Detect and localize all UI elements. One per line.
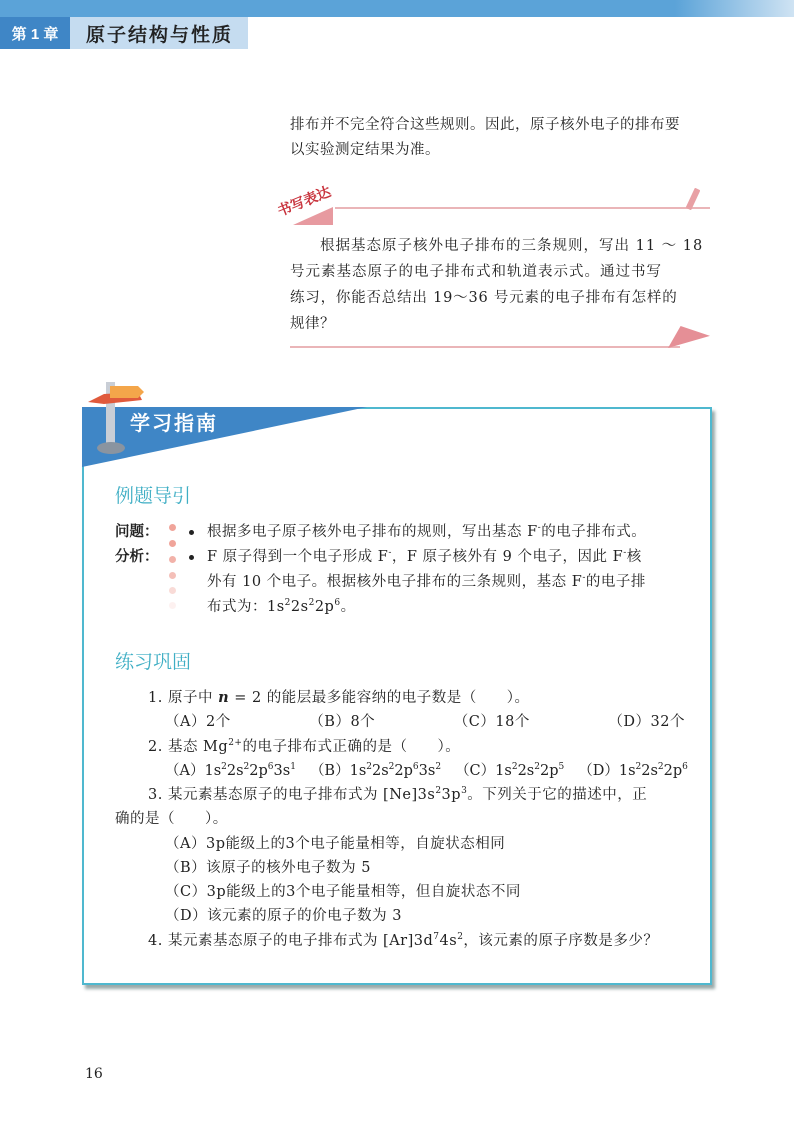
divider	[290, 346, 680, 348]
text-segment: （D）1s	[578, 763, 636, 779]
superscript: 2	[435, 762, 442, 772]
text-segment: （C）1s	[455, 763, 512, 779]
intro-line: 排布并不完全符合这些规则。因此，原子核外电子的排布要	[290, 117, 680, 133]
chapter-number: 第 1 章	[0, 17, 70, 49]
text-segment: （B）1s	[309, 763, 367, 779]
text-segment: 2s	[226, 763, 244, 779]
text-segment: 3. 某元素基态原子的电子排布式为 [Ne]3s	[148, 787, 436, 803]
superscript: 6	[412, 762, 419, 772]
superscript: 2	[308, 598, 315, 608]
bullet	[189, 530, 194, 535]
arrow-icon	[668, 326, 710, 348]
superscript: 2	[435, 786, 442, 796]
text-segment: 核	[626, 549, 642, 565]
question-3	[148, 786, 647, 804]
text-segment: 3s	[273, 763, 291, 779]
writing-line: 根据基态原子核外电子排布的三条规则，写出 11 ～ 18	[320, 238, 704, 254]
analysis-text	[207, 573, 646, 591]
superscript: 2	[657, 762, 664, 772]
analysis-text	[207, 598, 356, 616]
dot	[169, 587, 176, 594]
text-segment: ，F 原子核外有 9 个电子，因此 F	[391, 549, 624, 565]
text-segment: 2p	[539, 763, 559, 779]
text-segment: 2p	[394, 763, 413, 779]
q3-option: （B）该原子的核外电子数为 5	[165, 860, 371, 876]
question-label: 问题：	[115, 524, 159, 540]
analysis-label: 分析：	[115, 549, 159, 565]
question-text	[207, 523, 646, 541]
dot	[169, 556, 176, 563]
text-segment: 的电子排布式正确的是（ ）。	[242, 739, 461, 755]
question-4	[148, 932, 658, 950]
text-segment: 2s	[641, 763, 658, 779]
superscript: 2	[534, 762, 540, 772]
q1-options	[165, 713, 685, 731]
superscript: 1	[290, 762, 296, 772]
dot	[169, 524, 176, 531]
writing-line: 规律？	[290, 316, 335, 332]
text-segment: 4. 某元素基态原子的电子排布式为 [Ar]3d	[148, 933, 434, 949]
question-3-cont: 确的是（ ）。	[115, 811, 228, 827]
q3-option: （C）3p能级上的3个电子能量相等，但自旋状态不同	[165, 884, 521, 900]
q2-option	[455, 762, 564, 780]
q2-options	[165, 762, 688, 780]
superscript: 6	[682, 762, 688, 772]
page-number: 16	[85, 1066, 103, 1082]
text-segment: 。	[340, 599, 356, 615]
text-segment: 2. 基态 Mg	[148, 739, 229, 755]
superscript: -	[388, 548, 392, 558]
divider	[335, 207, 710, 209]
text-segment: 2p	[249, 763, 268, 779]
text-segment: 2p	[314, 599, 335, 615]
dot	[169, 540, 176, 547]
q1-option: （D）32个	[608, 714, 685, 730]
q3-option: （D）该元素的原子的价电子数为 3	[165, 908, 402, 924]
text-segment: F 原子得到一个电子形成 F	[207, 549, 389, 565]
superscript: 6	[334, 598, 341, 608]
text-segment: 布式为：1s	[207, 599, 285, 615]
text-segment: 。下列关于它的描述中，正	[467, 787, 648, 803]
bullet	[189, 555, 194, 560]
text-segment: 3p	[441, 787, 462, 803]
practice-heading: 练习巩固	[115, 652, 192, 673]
text-segment: 2p	[663, 763, 683, 779]
superscript: -	[582, 573, 586, 583]
q1-option: （A）2个	[165, 714, 231, 730]
superscript: 5	[558, 762, 565, 772]
text-segment: 1. 原子中	[148, 690, 219, 706]
superscript: 2	[243, 762, 250, 772]
question-1	[148, 689, 530, 707]
text-segment: （A）1s	[165, 763, 222, 779]
text-segment: n	[218, 689, 230, 706]
superscript: 2	[284, 598, 291, 608]
q1-option: （C）18个	[453, 714, 530, 730]
superscript: 2	[457, 932, 464, 942]
dot	[169, 572, 176, 579]
superscript: 2	[221, 762, 227, 772]
text-segment: 2s	[290, 599, 309, 615]
superscript: -	[623, 548, 627, 558]
text-segment: 根据多电子原子核外电子排布的规则，写出基态 F	[207, 524, 538, 540]
dot	[169, 602, 176, 609]
superscript: 7	[433, 932, 440, 942]
question-2	[148, 738, 460, 756]
q3-option: （A）3p能级上的3个电子能量相等，自旋状态相同	[165, 836, 506, 852]
q2-option	[165, 762, 296, 780]
superscript: 2	[635, 762, 642, 772]
intro-line: 以实验测定结果为准。	[290, 142, 440, 158]
text-segment: 的电子排布式。	[541, 524, 647, 540]
writing-line: 号元素基态原子的电子排布式和轨道表示式。通过书写	[290, 264, 662, 280]
superscript: 2+	[228, 738, 243, 748]
chapter-title: 原子结构与性质	[70, 17, 248, 49]
superscript: 3	[461, 786, 468, 796]
superscript: 2	[511, 762, 518, 772]
q1-option: （B）8个	[309, 714, 376, 730]
text-segment: ，该元素的原子序数是多少？	[463, 933, 659, 949]
header-bar	[0, 0, 794, 17]
q2-option	[310, 762, 441, 780]
text-segment: 3s	[418, 763, 436, 779]
example-heading: 例题导引	[115, 486, 192, 507]
writing-line: 练习，你能否总结出 19～36 号元素的电子排布有怎样的	[290, 290, 678, 306]
text-segment: = 2 的能层最多能容纳的电子数是（ ）。	[229, 690, 530, 706]
text-segment: 2s	[372, 763, 389, 779]
text-segment: 外有 10 个电子。根据核外电子排布的三条规则，基态 F	[207, 574, 583, 590]
analysis-text	[207, 548, 642, 566]
writing-label: 书写表达	[275, 183, 333, 219]
text-segment: 2s	[517, 763, 535, 779]
superscript: 6	[267, 762, 274, 772]
text-segment: 的电子排	[585, 574, 646, 590]
study-guide-title: 学习指南	[130, 413, 218, 435]
superscript: -	[537, 523, 542, 533]
superscript: 2	[366, 762, 372, 772]
text-segment: 4s	[439, 933, 458, 949]
superscript: 2	[388, 762, 395, 772]
q2-option	[578, 762, 688, 780]
